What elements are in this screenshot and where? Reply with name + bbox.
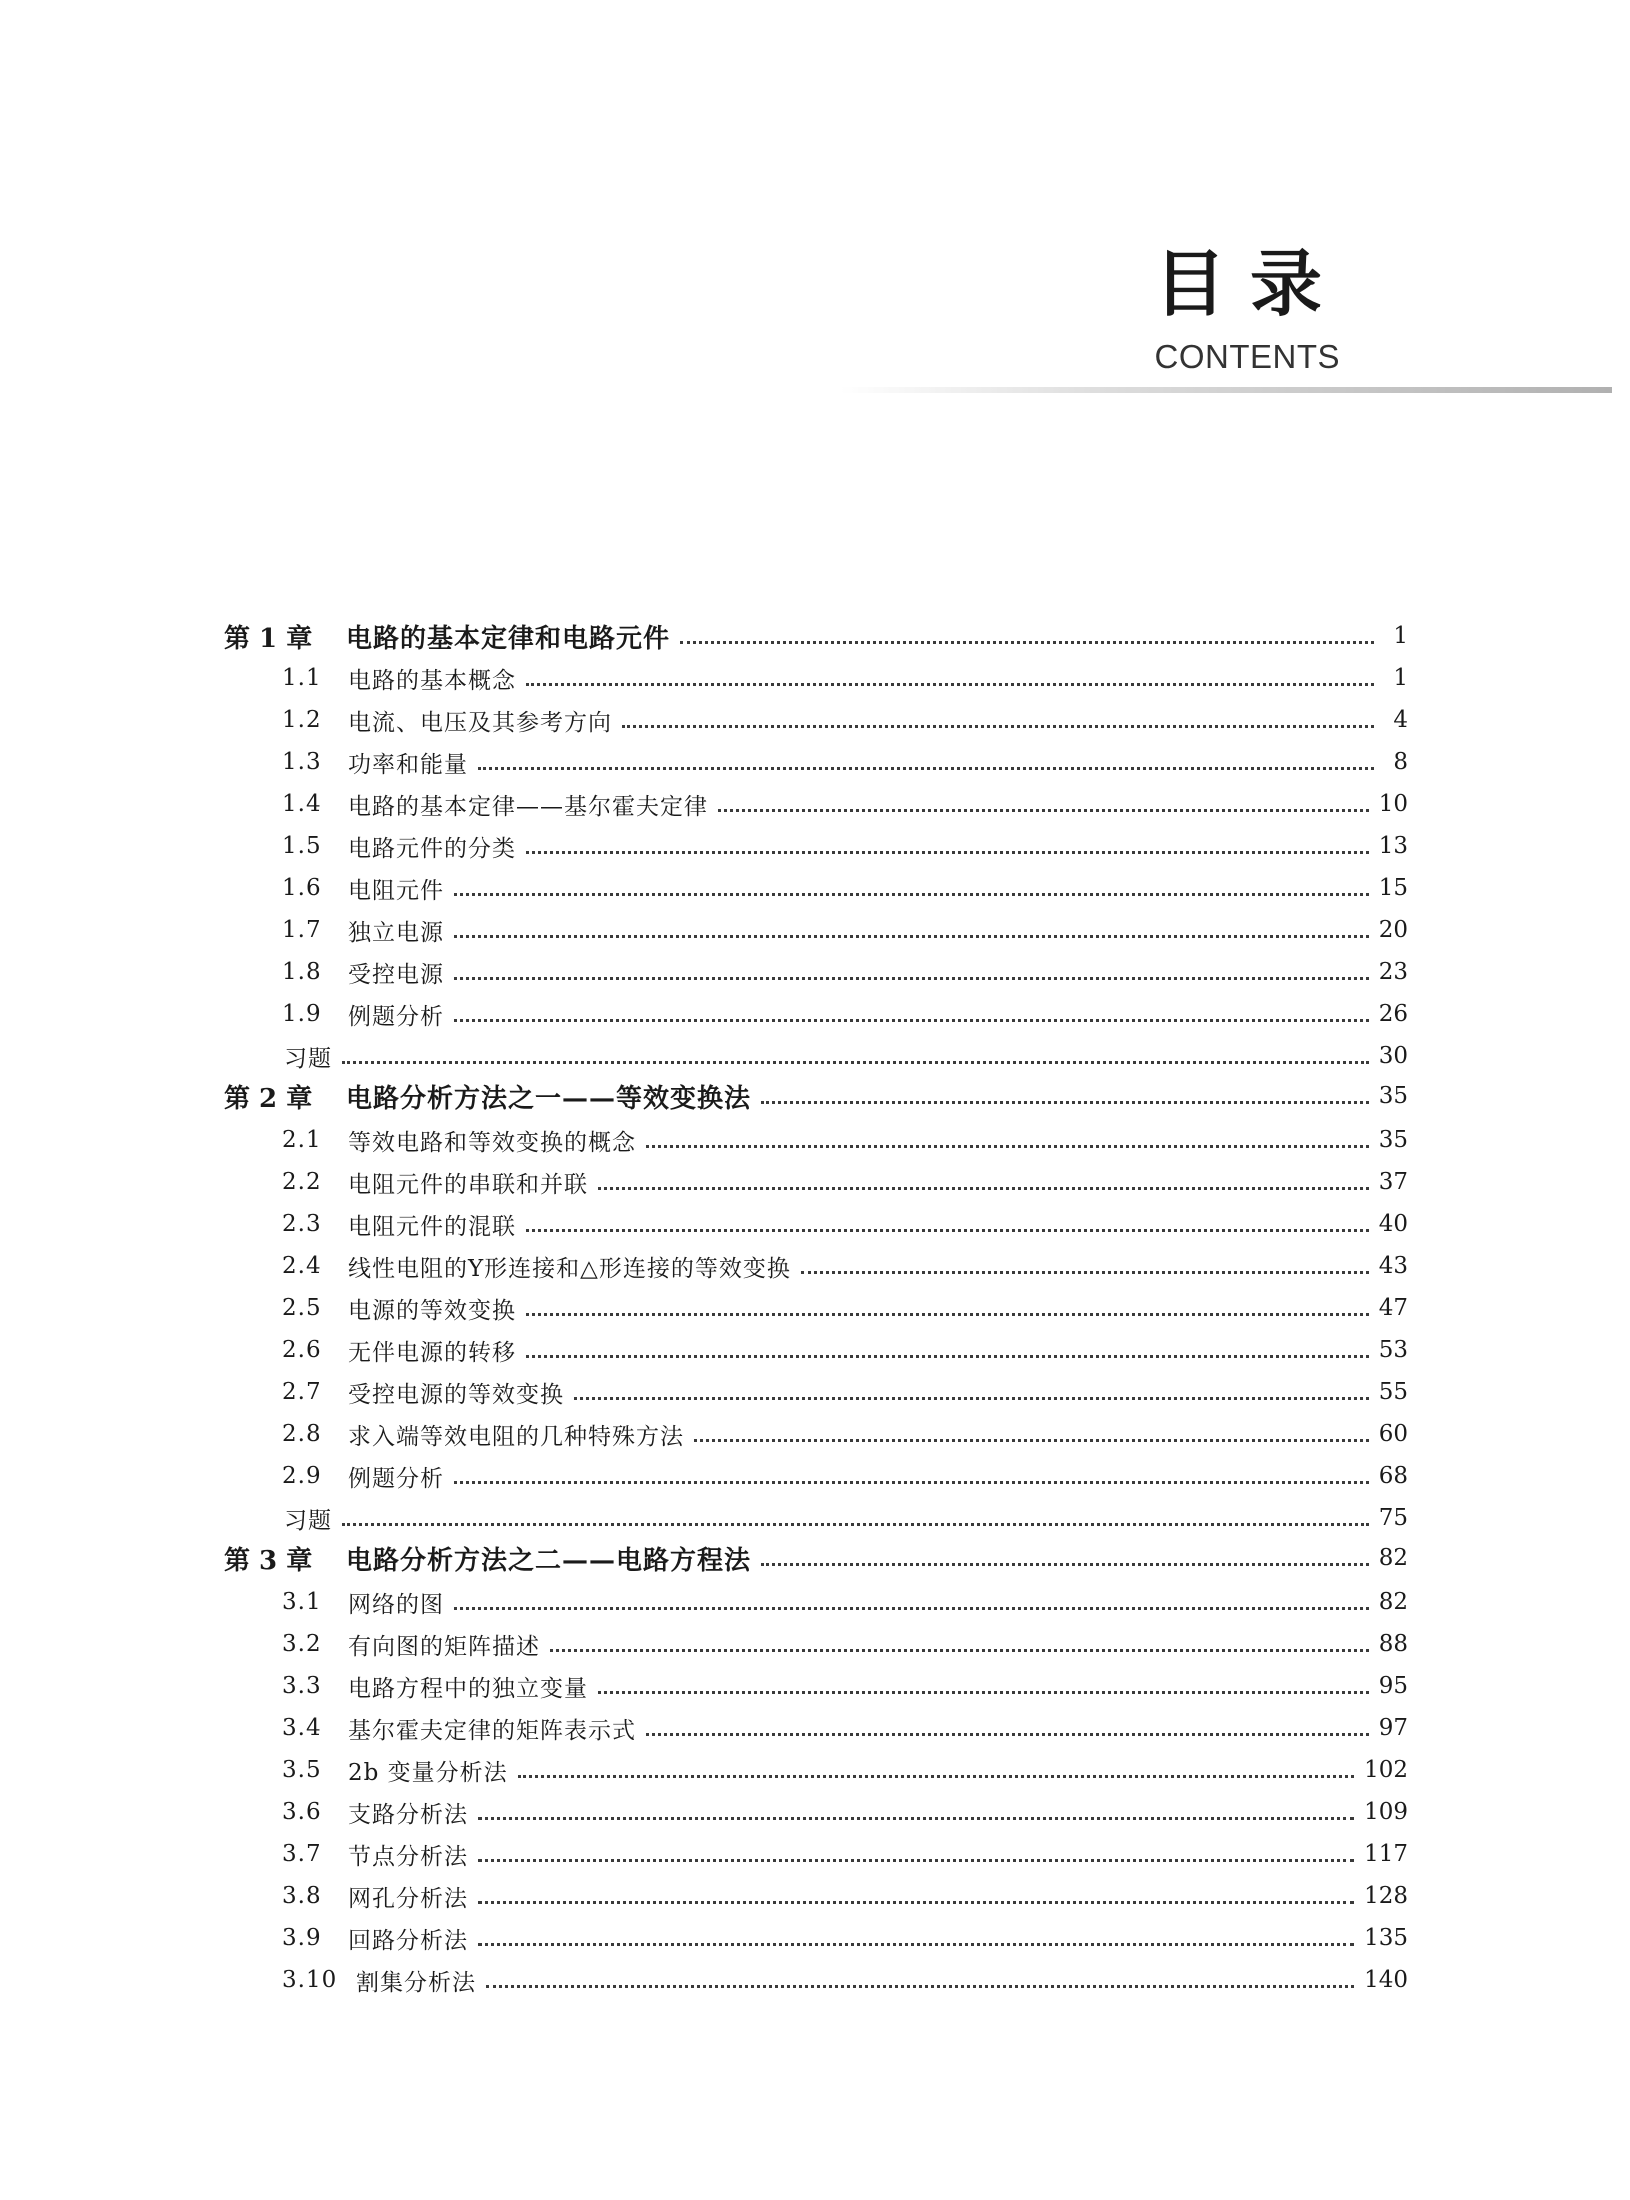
toc-entry-number: 2.2 <box>282 1169 322 1195</box>
toc-entry-number: 2.7 <box>282 1379 322 1405</box>
toc-entry-number: 3.3 <box>282 1673 322 1699</box>
toc-entry-number: 3.5 <box>282 1757 322 1783</box>
toc-entry-page-number: 40 <box>1378 1211 1408 1237</box>
toc-entry-title: 电阻元件的串联和并联 <box>348 1171 588 1198</box>
toc-entry-title: 网孔分析法 <box>348 1885 468 1912</box>
dot-leader <box>598 1691 1369 1694</box>
toc-section-entry[interactable] <box>282 1666 1408 1706</box>
toc-entry-title: 节点分析法 <box>348 1843 468 1870</box>
toc-entry-title: 求入端等效电阻的几种特殊方法 <box>348 1423 684 1450</box>
dot-leader <box>478 1817 1354 1820</box>
toc-entry-page-number: 128 <box>1364 1883 1408 1909</box>
toc-entry-number: 2.1 <box>282 1127 322 1153</box>
toc-entry-title: 电阻元件的混联 <box>348 1213 516 1240</box>
toc-section-entry[interactable] <box>282 1708 1408 1748</box>
toc-exercise-entry[interactable] <box>284 1036 1408 1076</box>
toc-entry-number: 3.6 <box>282 1799 322 1825</box>
toc-entry-title: 基尔霍夫定律的矩阵表示式 <box>348 1717 636 1744</box>
toc-entry-title: 例题分析 <box>348 1465 444 1492</box>
toc-entry-number: 1.1 <box>282 665 322 691</box>
dot-leader <box>478 1859 1354 1862</box>
toc-entry-page-number: 30 <box>1378 1043 1408 1069</box>
toc-entry-title: 电路的基本定律和电路元件 <box>346 623 671 654</box>
toc-section-entry[interactable] <box>282 1162 1408 1202</box>
dot-leader <box>646 1145 1369 1148</box>
dot-leader <box>526 683 1374 686</box>
toc-section-entry[interactable] <box>282 1204 1408 1244</box>
toc-section-entry[interactable] <box>282 1330 1408 1370</box>
toc-chapter-entry[interactable] <box>224 1076 1408 1116</box>
dot-leader <box>518 1775 1354 1778</box>
toc-entry-page-number: 13 <box>1378 833 1408 859</box>
toc-entry-title: 电源的等效变换 <box>348 1297 516 1324</box>
toc-entry-title: 功率和能量 <box>348 751 468 778</box>
dot-leader <box>680 641 1374 644</box>
toc-entry-number: 1.9 <box>282 1001 322 1027</box>
toc-section-entry[interactable] <box>282 826 1408 866</box>
toc-entry-page-number: 1 <box>1393 623 1408 649</box>
toc-entry-page-number: 82 <box>1378 1589 1408 1615</box>
dot-leader <box>646 1733 1369 1736</box>
toc-entry-page-number: 1 <box>1393 665 1408 691</box>
dot-leader <box>761 1101 1369 1104</box>
toc-entry-page-number: 109 <box>1364 1799 1408 1825</box>
toc-section-entry[interactable] <box>282 1288 1408 1328</box>
toc-entry-number: 3.9 <box>282 1925 322 1951</box>
toc-entry-number: 第 2 章 <box>224 1083 313 1114</box>
toc-entry-page-number: 140 <box>1364 1967 1408 1993</box>
dot-leader <box>526 1313 1369 1316</box>
toc-entry-title: 回路分析法 <box>348 1927 468 1954</box>
toc-entry-title: 电路方程中的独立变量 <box>348 1675 588 1702</box>
dot-leader <box>454 1607 1369 1610</box>
toc-section-entry[interactable] <box>282 868 1408 908</box>
toc-entry-page-number: 23 <box>1378 959 1408 985</box>
toc-section-entry[interactable] <box>282 1918 1408 1958</box>
dot-leader <box>478 1943 1354 1946</box>
toc-entry-page-number: 37 <box>1378 1169 1408 1195</box>
toc-entry-page-number: 82 <box>1378 1545 1408 1571</box>
toc-section-entry[interactable] <box>282 1792 1408 1832</box>
toc-entry-number: 1.6 <box>282 875 322 901</box>
header-divider <box>840 387 1612 393</box>
toc-entry-page-number: 95 <box>1378 1673 1408 1699</box>
dot-leader <box>454 1019 1369 1022</box>
toc-entry-number: 2.4 <box>282 1253 322 1279</box>
toc-entry-page-number: 135 <box>1364 1925 1408 1951</box>
toc-entry-number: 2.6 <box>282 1337 322 1363</box>
toc-entry-title: 电路元件的分类 <box>348 835 516 862</box>
toc-section-entry[interactable] <box>282 994 1408 1034</box>
toc-section-entry[interactable] <box>282 1414 1408 1454</box>
toc-entry-page-number: 102 <box>1364 1757 1408 1783</box>
toc-entry-title: 线性电阻的Y形连接和△形连接的等效变换 <box>348 1255 791 1282</box>
toc-entry-page-number: 55 <box>1378 1379 1408 1405</box>
toc-entry-page-number: 8 <box>1393 749 1408 775</box>
toc-entry-page-number: 75 <box>1378 1505 1408 1531</box>
dot-leader <box>342 1523 1369 1526</box>
dot-leader <box>574 1397 1369 1400</box>
dot-leader <box>718 809 1369 812</box>
toc-section-entry[interactable] <box>282 952 1408 992</box>
toc-entry-page-number: 35 <box>1378 1127 1408 1153</box>
toc-entry-number: 第 3 章 <box>224 1545 313 1576</box>
toc-section-entry[interactable] <box>282 1750 1408 1790</box>
toc-section-entry[interactable] <box>282 1834 1408 1874</box>
toc-entry-title: 2b 变量分析法 <box>348 1759 508 1786</box>
toc-entry-number: 1.7 <box>282 917 322 943</box>
toc-entry-page-number: 10 <box>1378 791 1408 817</box>
toc-entry-number: 3.2 <box>282 1631 322 1657</box>
toc-entry-page-number: 43 <box>1378 1253 1408 1279</box>
toc-entry-page-number: 53 <box>1378 1337 1408 1363</box>
toc-entry-number: 2.3 <box>282 1211 322 1237</box>
toc-entry-title: 受控电源的等效变换 <box>348 1381 564 1408</box>
toc-entry-number: 3.1 <box>282 1589 322 1615</box>
toc-entry-title: 电路分析方法之二——电路方程法 <box>346 1545 752 1576</box>
toc-entry-page-number: 88 <box>1378 1631 1408 1657</box>
dot-leader <box>526 851 1369 854</box>
toc-entry-number: 1.2 <box>282 707 322 733</box>
dot-leader <box>550 1649 1369 1652</box>
dot-leader <box>801 1271 1369 1274</box>
dot-leader <box>342 1061 1369 1064</box>
dot-leader <box>622 725 1374 728</box>
dot-leader <box>598 1187 1369 1190</box>
toc-entry-title: 无伴电源的转移 <box>348 1339 516 1366</box>
toc-header <box>0 0 1630 420</box>
toc-entry-page-number: 35 <box>1378 1083 1408 1109</box>
dot-leader <box>454 935 1369 938</box>
toc-entry-number: 3.7 <box>282 1841 322 1867</box>
toc-entry-number: 第 1 章 <box>224 623 313 654</box>
toc-entry-title: 网络的图 <box>348 1591 444 1618</box>
toc-section-entry[interactable] <box>282 1372 1408 1412</box>
toc-entry-page-number: 20 <box>1378 917 1408 943</box>
toc-section-entry[interactable] <box>282 658 1408 698</box>
toc-entry-title: 习题 <box>284 1045 332 1072</box>
toc-chapter-entry[interactable] <box>224 616 1408 656</box>
toc-section-entry[interactable] <box>282 1456 1408 1496</box>
toc-section-entry[interactable] <box>282 1960 1408 2000</box>
dot-leader <box>761 1563 1369 1566</box>
toc-entry-page-number: 26 <box>1378 1001 1408 1027</box>
toc-entry-number: 2.8 <box>282 1421 322 1447</box>
dot-leader <box>694 1439 1369 1442</box>
dot-leader <box>478 1901 1354 1904</box>
toc-chapter-entry[interactable] <box>224 1538 1408 1578</box>
toc-entry-page-number: 15 <box>1378 875 1408 901</box>
toc-entry-page-number: 4 <box>1393 707 1408 733</box>
toc-entry-number: 1.3 <box>282 749 322 775</box>
toc-section-entry[interactable] <box>282 1876 1408 1916</box>
toc-entry-title: 电路的基本定律——基尔霍夫定律 <box>348 793 708 820</box>
dot-leader <box>478 767 1374 770</box>
toc-entry-title: 独立电源 <box>348 919 444 946</box>
toc-entry-number: 1.8 <box>282 959 322 985</box>
toc-entry-number: 2.9 <box>282 1463 322 1489</box>
toc-section-entry[interactable] <box>282 1624 1408 1664</box>
toc-exercise-entry[interactable] <box>284 1498 1408 1538</box>
toc-section-entry[interactable] <box>282 1246 1408 1286</box>
toc-entry-title: 有向图的矩阵描述 <box>348 1633 540 1660</box>
dot-leader <box>454 1481 1369 1484</box>
toc-entry-page-number: 60 <box>1378 1421 1408 1447</box>
toc-entry-title: 受控电源 <box>348 961 444 988</box>
page-subtitle: CONTENTS <box>1154 338 1340 375</box>
toc-section-entry[interactable] <box>282 910 1408 950</box>
toc-entry-title: 割集分析法 <box>356 1969 476 1996</box>
toc-entry-title: 电路分析方法之一——等效变换法 <box>346 1083 752 1114</box>
toc-entry-title: 电阻元件 <box>348 877 444 904</box>
toc-entry-title: 例题分析 <box>348 1003 444 1030</box>
toc-entry-title: 习题 <box>284 1507 332 1534</box>
toc-entry-number: 3.4 <box>282 1715 322 1741</box>
toc-entry-page-number: 97 <box>1378 1715 1408 1741</box>
toc-section-entry[interactable] <box>282 1582 1408 1622</box>
dot-leader <box>526 1229 1369 1232</box>
toc-entry-number: 1.5 <box>282 833 322 859</box>
toc-section-entry[interactable] <box>282 784 1408 824</box>
toc-entry-number: 3.8 <box>282 1883 322 1909</box>
toc-entry-number: 2.5 <box>282 1295 322 1321</box>
toc-section-entry[interactable] <box>282 742 1408 782</box>
toc-entry-number: 3.10 <box>282 1967 338 1993</box>
dot-leader <box>526 1355 1369 1358</box>
toc-section-entry[interactable] <box>282 1120 1408 1160</box>
toc-entry-page-number: 68 <box>1378 1463 1408 1489</box>
dot-leader <box>454 893 1369 896</box>
toc-entry-title: 电路的基本概念 <box>348 667 516 694</box>
toc-entry-number: 1.4 <box>282 791 322 817</box>
toc-entry-page-number: 117 <box>1364 1841 1408 1867</box>
toc-entry-title: 等效电路和等效变换的概念 <box>348 1129 636 1156</box>
dot-leader <box>486 1985 1354 1988</box>
toc-entry-title: 电流、电压及其参考方向 <box>348 709 612 736</box>
toc-entry-page-number: 47 <box>1378 1295 1408 1321</box>
toc-section-entry[interactable] <box>282 700 1408 740</box>
toc-entry-title: 支路分析法 <box>348 1801 468 1828</box>
page-title: 目录 <box>1153 242 1346 326</box>
dot-leader <box>454 977 1369 980</box>
